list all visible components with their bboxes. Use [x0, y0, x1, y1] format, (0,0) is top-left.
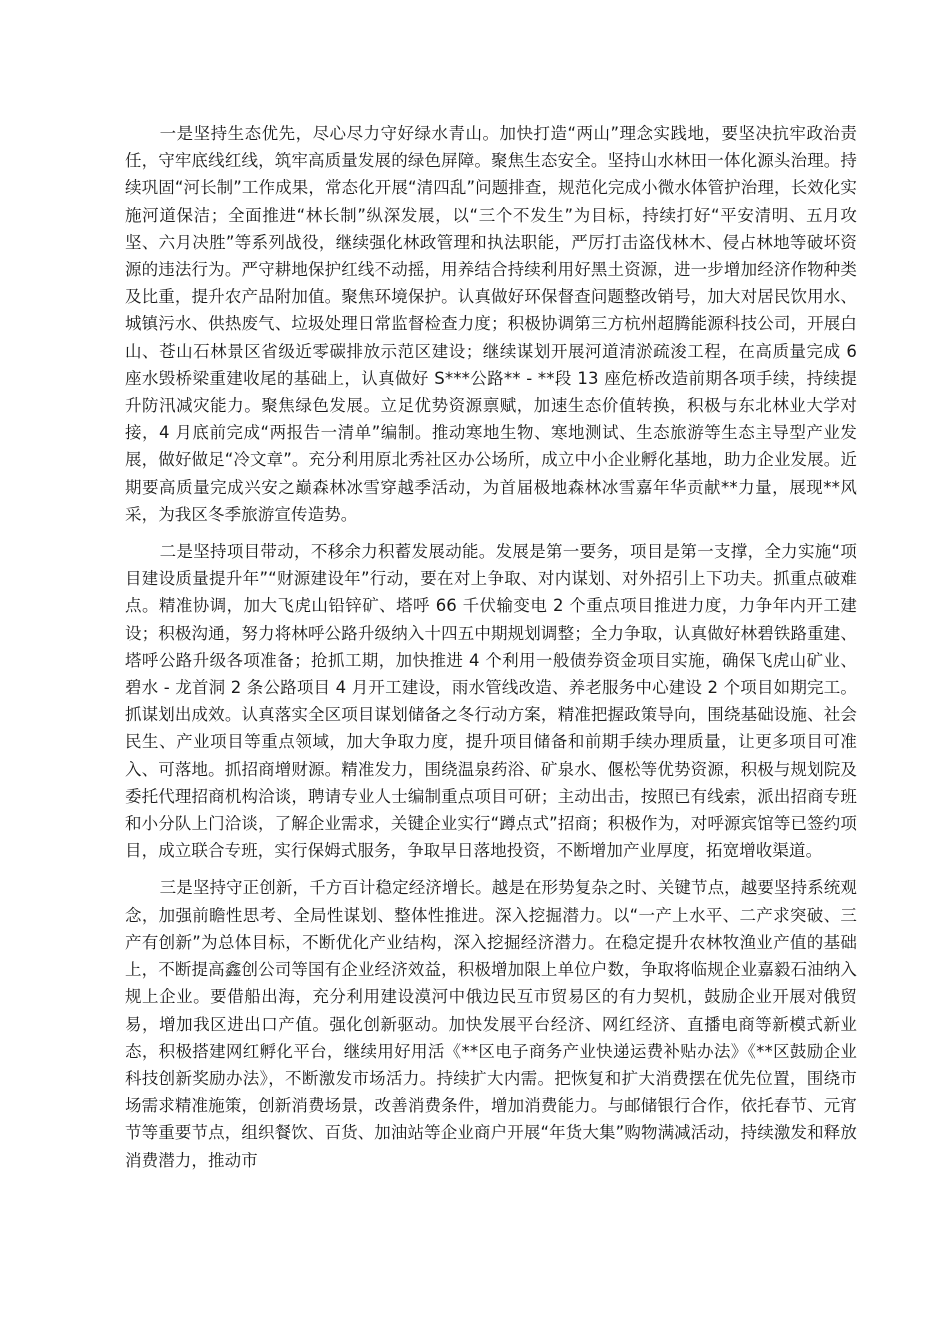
paragraph-ecology: 一是坚持生态优先，尽心尽力守好绿水青山。加快打造“两山”理念实践地，要坚决抗牢政治责任，守牢底线红线，筑牢高质量发展的绿色屏障。聚焦生态安全。坚持山水林田一体化源头治理。持续巩固“河长制”工作成果，常态化开展“清四乱”问题排查，规范化完成小微水体管护治理，长效化实施河道保洁；全面推进“林长制”纵深发展，以“三个不发生”为目标，持续打好“平安清明、五月攻坚、六月决胜”等系列战役，继续强化林政管理和执法职能，严厉打击盗伐林木、侵占林地等破坏资源的违法行为。严守耕地保护红线不动摇，用养结合持续利用好黑土资源，进一步增加经济作物种类及比重，提升农产品附加值。聚焦环境保护。认真做好环保督查问题整改销号，加大对居民饮用水、城镇污水、供热废气、垃圾处理日常监督检查力度；积极协调第三方杭州超腾能源科技公司，开展白山、苍山石林景区省级近零碳排放示范区建设；继续谋划开展河道清淤疏浚工程，在高质量完成 6 座水毁桥梁重建收尾的基础上，认真做好 S***公路** - **段 13 座危桥改造前期各项手续，持续提升防汛减灾能力。聚焦绿色发展。立足优势资源禀赋，加速生态价值转换，积极与东北林业大学对接，4 月底前完成“两报告一清单”编制。推动寒地生物、寒地测试、生态旅游等生态主导型产业发展，做好做足“冷文章”。充分利用原北秀社区办公场所，成立中小企业孵化基地，助力企业发展。近期要高质量完成兴安之巅森林冰雪穿越季活动，为首届极地森林冰雪嘉年华贡献**力量，展现**风采，为我区冬季旅游宣传造势。 — [125, 124, 857, 524]
paragraph-projects: 二是坚持项目带动，不移余力积蓄发展动能。发展是第一要务，项目是第一支撑，全力实施“项目建设质量提升年”“财源建设年”行动，要在对上争取、对内谋划、对外招引上下功夫。抓重点破难点。精准协调，加大飞虎山铅锌矿、塔呼 66 千伏输变电 2 个重点项目推进力度，力争年内开工建设；积极沟通，努力将林呼公路升级纳入十四五中期规划调整；全力争取，认真做好林碧铁路重建、塔呼公路升级各项准备；抢抓工期，加快推进 4 个利用一般债券资金项目实施，确保飞虎山矿业、碧水 - 龙首洞 2 条公路项目 4 月开工建设，雨水管线改造、养老服务中心建设 2 个项目如期完工。抓谋划出成效。认真落实全区项目谋划储备之冬行动方案，精准把握政策导向，围绕基础设施、社会民生、产业项目等重点领域，加大争取力度，提升项目储备和前期手续办理质量，让更多项目可准入、可落地。抓招商增财源。精准发力，围绕温泉药浴、矿泉水、偃松等优势资源，积极与规划院及委托代理招商机构洽谈，聘请专业人士编制重点项目可研；主动出击，按照已有线索，派出招商专班和小分队上门洽谈，了解企业需求，关键企业实行“蹲点式”招商；积极作为，对呼源宾馆等已签约项目，成立联合专班，实行保姆式服务，争取早日落地投资，不断增加产业厚度，拓宽增收渠道。 — [125, 542, 857, 861]
document-page — [125, 120, 857, 1184]
paragraph-innovation: 三是坚持守正创新，千方百计稳定经济增长。越是在形势复杂之时、关键节点，越要坚持系统观念，加强前瞻性思考、全局性谋划、整体性推进。深入挖掘潜力。以“一产上水平、二产求突破、三产有创新”为总体目标，不断优化产业结构，深入挖掘经济潜力。在稳定提升农林牧渔业产值的基础上，不断提高鑫创公司等国有企业经济效益，积极增加限上单位户数，争取将临规企业嘉毅石油纳入规上企业。要借船出海，充分利用建设漠河中俄边民互市贸易区的有力契机，鼓励企业开展对俄贸易，增加我区进出口产值。强化创新驱动。加快发展平台经济、网红经济、直播电商等新模式新业态，积极搭建网红孵化平台，继续用好用活《**区电子商务产业快递运费补贴办法》《**区鼓励企业科技创新奖励办法》，不断激发市场活力。持续扩大内需。把恢复和扩大消费摆在优先位置，围绕市场需求精准施策，创新消费场景，改善消费条件，增加消费能力。与邮储银行合作，依托春节、元宵节等重要节点，组织餐饮、百货、加油站等企业商户开展“年货大集”购物满减活动，持续激发和释放消费潜力，推动市 — [125, 878, 857, 1170]
